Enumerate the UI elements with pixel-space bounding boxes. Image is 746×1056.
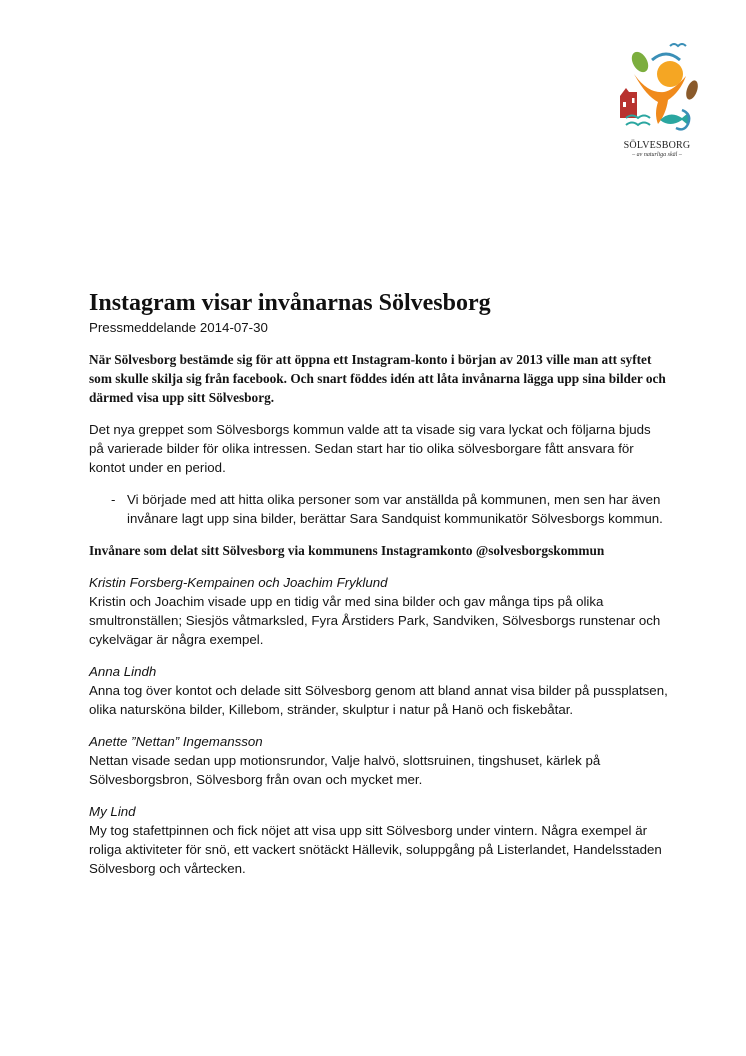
person-name: Kristin Forsberg-Kempainen och Joachim Fryklund <box>89 575 388 590</box>
person-name: Anette ”Nettan” Ingemansson <box>89 734 263 749</box>
press-release-date: Pressmeddelande 2014-07-30 <box>89 320 268 335</box>
person-entry <box>89 732 669 789</box>
quote-block <box>89 490 669 528</box>
person-entry <box>89 802 669 878</box>
person-description: My tog stafettpinnen och fick nöjet att visa upp sitt Sölvesborg under vintern. Några exempel är roliga aktiviteter för snö, ett vackert snötäckt Hällevik, soluppgång på Listerlandet, Handelsstaden Sölvesborg och vårtecken. <box>89 823 662 876</box>
person-entry <box>89 662 669 719</box>
document-body <box>89 288 669 891</box>
quote-text: Vi började med att hitta olika personer som var anställda på kommunen, men sen har även invånare lagt upp sina bilder, berättar Sara Sandquist kommunikatör Sölvesborgs kommun. <box>127 492 663 526</box>
solvesborg-logo <box>612 40 702 170</box>
person-name: My Lind <box>89 804 136 819</box>
page-title: Instagram visar invånarnas Sölvesborg <box>89 290 491 316</box>
person-description: Nettan visade sedan upp motionsrundor, Valje halvö, slottsruinen, tingshuset, kärlek på Sölvesborgsbron, Sölvesborg från ovan och mycket mer. <box>89 753 601 787</box>
person-description: Kristin och Joachim visade upp en tidig vår med sina bilder och gav många tips på olika smultronställen; Siesjös våtmarksled, Fyra Årstiders Park, Sandviken, Sölvesborgs runstenar och cykelvägar är några exempel. <box>89 594 661 647</box>
section-heading: Invånare som delat sitt Sölvesborg via kommunens Instagramkonto @solvesborgskommun <box>89 543 605 558</box>
person-entry <box>89 573 669 649</box>
body-paragraph: Det nya greppet som Sölvesborgs kommun valde att ta visade sig vara lyckat och följarna bjuds på varierade bilder för olika intressen. Sedan start har tio olika sölvesborgare fått ansvara för kontot under en period. <box>89 422 651 475</box>
quote-dash: - <box>111 492 116 507</box>
person-name: Anna Lindh <box>89 664 157 679</box>
logo-tagline: – av naturliga skäl – <box>632 152 682 158</box>
lead-paragraph: När Sölvesborg bestämde sig för att öppna ett Instagram-konto i början av 2013 ville man att syftet som skulle skilja sig från facebook. Och snart föddes idén att låta invånarna lägga upp sina bilder och därmed visa upp sitt Sölvesborg. <box>89 352 666 405</box>
person-description: Anna tog över kontot och delade sitt Sölvesborg genom att bland annat visa bilder på pussplatsen, olika natursköna bilder, Killebom, stränder, skulptur i natur på Hanö och fiskebåtar. <box>89 683 668 717</box>
logo-name: SÖLVESBORG <box>623 140 691 151</box>
logo-emblem-icon <box>612 40 702 140</box>
